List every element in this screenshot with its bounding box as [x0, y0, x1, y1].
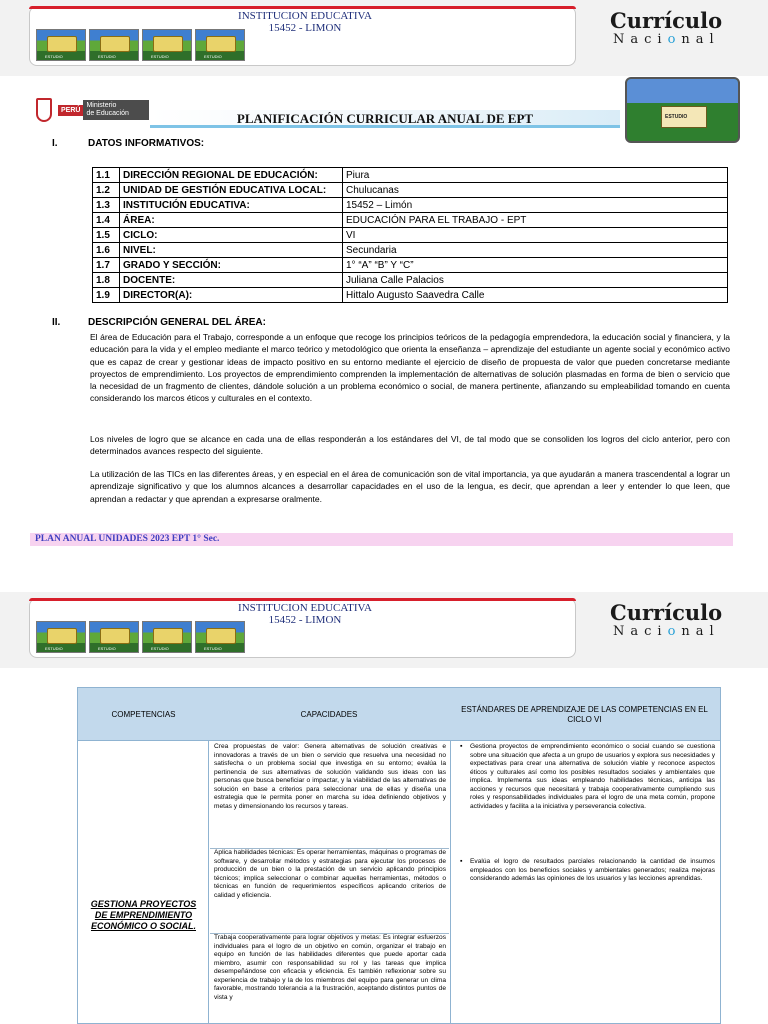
info-label: CICLO: — [120, 228, 343, 243]
curriculo-nacional-logo — [610, 10, 722, 48]
info-number: 1.9 — [93, 288, 120, 303]
info-value: 1° “A” “B” Y “C” — [343, 258, 728, 273]
institution-name — [220, 10, 390, 34]
institution-name — [220, 602, 390, 626]
info-row — [93, 168, 728, 183]
institution-line-1: INSTITUCION EDUCATIVA — [238, 10, 372, 22]
brand-word-1: Currículo — [610, 600, 723, 625]
page-title: PLANIFICACIÓN CURRICULAR ANUAL DE EPT — [236, 111, 534, 126]
estandar-item: ▪ Gestiona proyectos de emprendimiento económico o social cuando se cuestiona sobre una situación que afecta a un grupo de usuarios y explora sus necesidades y expectativas para crear una alternativa de solución viable y reconoce aspectos éticos y culturales así como los posibles resultados sociales y ambientales que implica. Implementa sus ideas empleando habilidades técnicas, anticipa las acciones y recursos que necesitará y trabaja cooperativamente cumpliendo sus roles y responsabilidades individuales para el logro de una meta común, propone actividades y facilita a la iniciativa y perseverancia colectiva. — [460, 743, 715, 811]
school-flag-logo — [89, 621, 139, 653]
header-competencias: COMPETENCIAS — [111, 709, 176, 719]
info-row — [93, 273, 728, 288]
flag-logos — [36, 29, 245, 61]
info-value: Secundaria — [343, 243, 728, 258]
header-accent-line — [29, 598, 576, 601]
institution-line-1: INSTITUCION EDUCATIVA — [238, 602, 372, 614]
section-heading: DATOS INFORMATIVOS: — [88, 138, 205, 149]
info-label: NIVEL: — [120, 243, 343, 258]
info-row — [93, 198, 728, 213]
info-label: GRADO Y SECCIÓN: — [120, 258, 343, 273]
info-row — [93, 228, 728, 243]
info-value: Piura — [343, 168, 728, 183]
info-value: Juliana Calle Palacios — [343, 273, 728, 288]
competencies-table — [77, 687, 721, 1024]
header-capacidades: CAPACIDADES — [300, 709, 358, 719]
description-paragraph: El área de Educación para el Trabajo, corresponde a un enfoque que recoge los principios teóricos de la pedagogía emprendedora, la educación social y financiera, y la educación para la vida y el empleo mediante el marco teórico y metodológico que orienta la enseñanza – aprendizaje del estudiante un agente social y económico activo que es capaz de crear y gestionar ideas de impacto positivo en su entorno mediante el ejercicio de diseño de propuesta de valor que pueden concretarse mediante proyectos de emprendimiento. Los proyectos de emprendimiento comprenden la implementación de alternativas de solución plasmadas en forma de bien o servicio que la necesidad de un fragmento de clientes, dándole solución a un problema económico o social, de manera pertinente, afianzando su empleabilidad tomando en cuenta considerando los marcos éticos y culturales en el contexto. — [90, 332, 730, 404]
school-flag-logo — [89, 29, 139, 61]
info-number: 1.6 — [93, 243, 120, 258]
capacidad-item: Aplica habilidades técnicas: Es operar herramientas, máquinas o programas de software, y desarrollar métodos y estrategias para ejecutar los procesos de producción de un bien o la prestación de un servicio aplicando principios técnicos; implica seleccionar o combinar aquellas herramientas, métodos o técnicas en función de requerimientos específicos aplicando criterios de calidad y eficiencia. — [214, 849, 447, 899]
flag-logo-text: ESTUDIO — [45, 54, 63, 59]
ministry-logo — [36, 98, 149, 122]
plan-label: PLAN ANUAL UNIDADES 2023 EPT 1° Sec. — [35, 534, 220, 544]
info-label: DIRECTOR(A): — [120, 288, 343, 303]
section-number: II. — [52, 317, 61, 328]
institution-line-2: 15452 - LIMON — [268, 614, 342, 626]
info-number: 1.1 — [93, 168, 120, 183]
brand-word-2: Nacional — [613, 624, 720, 639]
header-accent-line — [29, 6, 576, 9]
info-row — [93, 243, 728, 258]
table-header — [78, 688, 720, 741]
info-label: DIRECCIÓN REGIONAL DE EDUCACIÓN: — [120, 168, 343, 183]
flag-logos — [36, 621, 245, 653]
flag-logo-text: ESTUDIO — [98, 646, 116, 651]
info-table — [92, 167, 728, 303]
shield-icon — [36, 98, 52, 122]
description-paragraph: Los niveles de logro que se alcance en cada una de ellas responderán a los estándares del VI, de tal modo que se consoliden los logros del ciclo anterior, pero con determinados avances respecto del siguiente. — [90, 434, 730, 457]
capacidad-item: Crea propuestas de valor: Genera alternativas de solución creativas e innovadoras a través de un bien o servicio que resuelva una necesidad no satisfecha o un problema social que investiga en su entorno; evalúa la pertinencia de sus alternativas de solución validando sus ideas con las personas que busca beneficiar o impactar, y la viabilidad de las alternativas de solución en base a criterios para seleccionar una de ellas y diseña una estrategia que le permita poner en marcha su idea definiendo objetivos y metas y dimensionando los recursos y tareas. — [214, 743, 446, 810]
info-number: 1.4 — [93, 213, 120, 228]
section-heading: DESCRIPCIÓN GENERAL DEL ÁREA: — [88, 317, 266, 328]
ministry-country: PERÚ — [58, 105, 83, 116]
brand-word-2: Nacional — [613, 32, 720, 47]
flag-logo-text: ESTUDIO — [45, 646, 63, 651]
crest-text: ESTUDIO — [665, 114, 688, 120]
ministry-name: Ministerio de Educación — [83, 100, 148, 120]
school-flag-logo — [142, 29, 192, 61]
info-value: Hittalo Augusto Saavedra Calle — [343, 288, 728, 303]
info-label: INSTITUCIÓN EDUCATIVA: — [120, 198, 343, 213]
info-number: 1.5 — [93, 228, 120, 243]
school-flag-logo — [195, 29, 245, 61]
flag-logo-text: ESTUDIO — [204, 646, 222, 651]
info-number: 1.8 — [93, 273, 120, 288]
info-value: VI — [343, 228, 728, 243]
school-flag-logo — [36, 29, 86, 61]
flag-logo-text: ESTUDIO — [204, 54, 222, 59]
info-number: 1.2 — [93, 183, 120, 198]
info-value: EDUCACIÓN PARA EL TRABAJO - EPT — [343, 213, 728, 228]
flag-logo-text: ESTUDIO — [151, 646, 169, 651]
info-label: ÁREA: — [120, 213, 343, 228]
page-header — [0, 0, 768, 76]
brand-word-1: Currículo — [610, 8, 723, 33]
info-value: 15452 – Limón — [343, 198, 728, 213]
institution-line-2: 15452 - LIMON — [268, 22, 342, 34]
curriculo-nacional-logo — [610, 602, 722, 640]
school-flag-logo — [36, 621, 86, 653]
info-row — [93, 258, 728, 273]
section-number: I. — [52, 138, 58, 149]
capacidad-item: Trabaja cooperativamente para lograr objetivos y metas: Es integrar esfuerzos individuales para el logro de un objetivo en común, organizar el trabajo en equipo en función de las habilidades diferentes que puede aportar cada miembro, asumir con responsabilidad su rol y las tareas que implica desempeñándose con eficacia y eficiencia. Es también reflexionar sobre su experiencia de trabajo y la de los miembros del equipo para generar un clima favorable, mostrando tolerancia a la frustración, aceptando distintos puntos de vista y — [214, 934, 446, 1001]
info-number: 1.7 — [93, 258, 120, 273]
estandar-item: ▪ Evalúa el logro de resultados parciales relacionando la cantidad de insumos empleados con los beneficios sociales y ambientales generados; realiza mejoras considerando además las opiniones de los usuarios y las lecciones aprendidas. — [460, 858, 715, 884]
description-paragraph: La utilización de las TICs en las diferentes áreas, y en especial en el área de comunicación son de vital importancia, ya que ayudarán a manera trascendental a lograr un aprendizaje significativo y que los alumnos alcances a desarrollar capacidades en el uso de la lengua, es decir, que aprendan a leer y entender lo que leen, que aprendan a redactar y que aprendan a expresarse oralmente. — [90, 469, 730, 504]
school-flag-logo — [195, 621, 245, 653]
info-value: Chulucanas — [343, 183, 728, 198]
info-label: DOCENTE: — [120, 273, 343, 288]
school-crest-logo — [625, 77, 740, 143]
header-estandares: ESTÁNDARES DE APRENDIZAJE DE LAS COMPETENCIAS EN EL CICLO VI — [461, 704, 708, 724]
school-flag-logo — [142, 621, 192, 653]
flag-logo-text: ESTUDIO — [98, 54, 116, 59]
page-header — [0, 592, 768, 668]
info-label: UNIDAD DE GESTIÓN EDUCATIVA LOCAL: — [120, 183, 343, 198]
flag-logo-text: ESTUDIO — [151, 54, 169, 59]
plan-label-bar — [30, 533, 733, 546]
competencia-cell — [78, 741, 209, 1023]
competencia-name: GESTIONA PROYECTOS DE EMPRENDIMIENTO ECONÓMICO O SOCIAL. — [90, 899, 197, 931]
info-number: 1.3 — [93, 198, 120, 213]
info-row — [93, 183, 728, 198]
info-row — [93, 288, 728, 303]
info-row — [93, 213, 728, 228]
